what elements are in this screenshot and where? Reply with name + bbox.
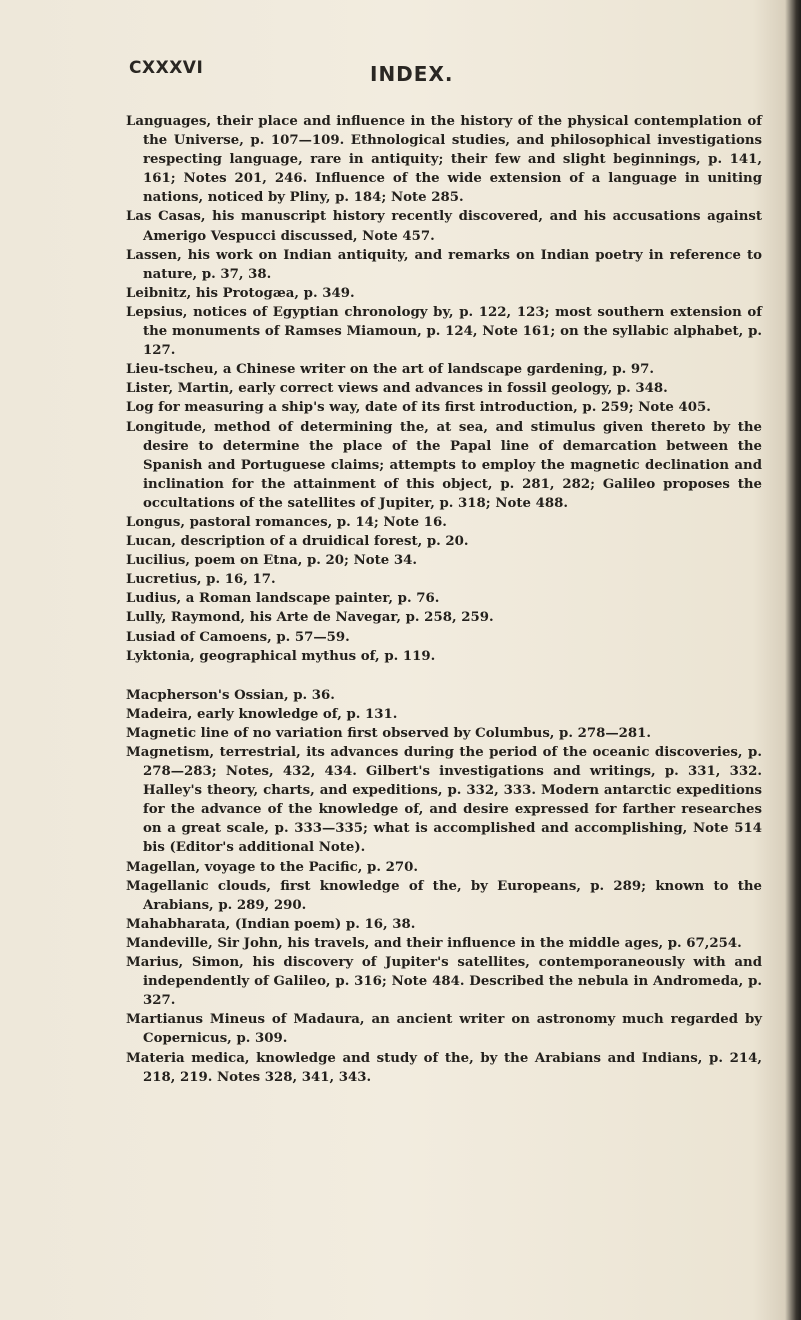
index-entry: Lucretius, p. 16, 17. <box>126 572 276 588</box>
running-title: INDEX. <box>370 62 454 86</box>
index-entry: Lyktonia, geographical mythus of, p. 119. <box>126 648 436 664</box>
index-entry: Lully, Raymond, his Arte de Navegar, p. 258, 259. <box>126 610 494 626</box>
index-entry: Log for measuring a ship's way, date of its first introduction, p. 259; Note 405. <box>126 400 711 416</box>
index-entry: Macpherson's Ossian, p. 36. <box>126 687 335 703</box>
index-entry: Leibnitz, his Protogæa, p. 349. <box>126 285 355 301</box>
index-entry: Mandeville, Sir John, his travels, and their influence in the middle ages, p. 67,254. <box>126 935 742 951</box>
index-entry: Lusiad of Camoens, p. 57—59. <box>126 629 350 645</box>
index-entry: Lieu-tscheu, a Chinese writer on the art of landscape gardening, p. 97. <box>126 362 655 378</box>
index-entry: Madeira, early knowledge of, p. 131. <box>126 706 398 722</box>
index-entry: Materia medica, knowledge and study of the, by the Arabians and Indians, p. 214, 218, 219. Notes 328, 341, 343. <box>126 1050 762 1085</box>
index-entry: Martianus Mineus of Madaura, an ancient writer on astronomy much regarded by Copernicus, p. 309. <box>126 1012 762 1047</box>
index-entry: Lucilius, poem on Etna, p. 20; Note 34. <box>126 553 417 569</box>
index-entry: Lepsius, notices of Egyptian chronology by, p. 122, 123; most southern extension of the monuments of Ramses Miamoun, p. 124, Note 161; on the syllabic alphabet, p. 127. <box>126 304 762 359</box>
index-entry: Mahabharata, (Indian poem) p. 16, 38. <box>126 916 416 932</box>
index-entry: Lucan, description of a druidical forest, p. 20. <box>126 534 469 550</box>
index-entry: Longus, pastoral romances, p. 14; Note 16. <box>126 514 447 530</box>
index-entry: Longitude, method of determining the, at sea, and stimulus given thereto by the desire to determine the place of the Papal line of demarcation between the Spanish and Portuguese claims; attempts to employ the magnetic declination and inclination for the attainment of this object, p. 281, 282; Galileo proposes the occultations of the satellites of Jupiter, p. 318; Note 488. <box>126 419 762 511</box>
index-entry: Lister, Martin, early correct views and advances in fossil geology, p. 348. <box>126 381 668 397</box>
index-body <box>126 112 762 1087</box>
index-entry: Languages, their place and influence in the history of the physical contemplation of the Universe, p. 107—109. Ethnological studies, and philosophical investigations respecting language, rare in antiquity; their few and slight beginnings, p. 141, 161; Notes 201, 246. Influence of the wide extension of a language in uniting nations, noticed by Pliny, p. 184; Note 285. <box>126 114 762 206</box>
page-number: CXXXVI <box>129 58 204 78</box>
index-entry: Magellanic clouds, first knowledge of the, by Europeans, p. 289; known to the Arabians, p. 289, 290. <box>126 878 762 913</box>
index-entry: Magnetic line of no variation first observed by Columbus, p. 278—281. <box>126 725 652 741</box>
index-entry: Ludius, a Roman landscape painter, p. 76. <box>126 591 440 607</box>
index-entry: Marius, Simon, his discovery of Jupiter's satellites, contemporaneously with and independently of Galileo, p. 316; Note 484. Described the nebula in Andromeda, p. 327. <box>126 955 762 1009</box>
index-entry: Las Casas, his manuscript history recently discovered, and his accusations against Amerigo Vespucci discussed, Note 457. <box>126 209 762 244</box>
page-header <box>0 58 801 88</box>
index-entry: Lassen, his work on Indian antiquity, and remarks on Indian poetry in reference to nature, p. 37, 38. <box>126 247 762 282</box>
index-entry: Magnetism, terrestrial, its advances during the period of the oceanic discoveries, p. 278—283; Notes, 432, 434. Gilbert's investigations and writings, p. 331, 332. Halley's theory, charts, and expeditions, p. 332, 333. Modern antarctic expeditions for the advance of the knowledge of, and desire expressed for farther researches on a great scale, p. 333—335; what is accomplished and accomplishing, Note 514 bis (Editor's additional Note). <box>126 745 762 856</box>
section-gap <box>126 666 762 686</box>
index-entry: Magellan, voyage to the Pacific, p. 270. <box>126 859 418 875</box>
